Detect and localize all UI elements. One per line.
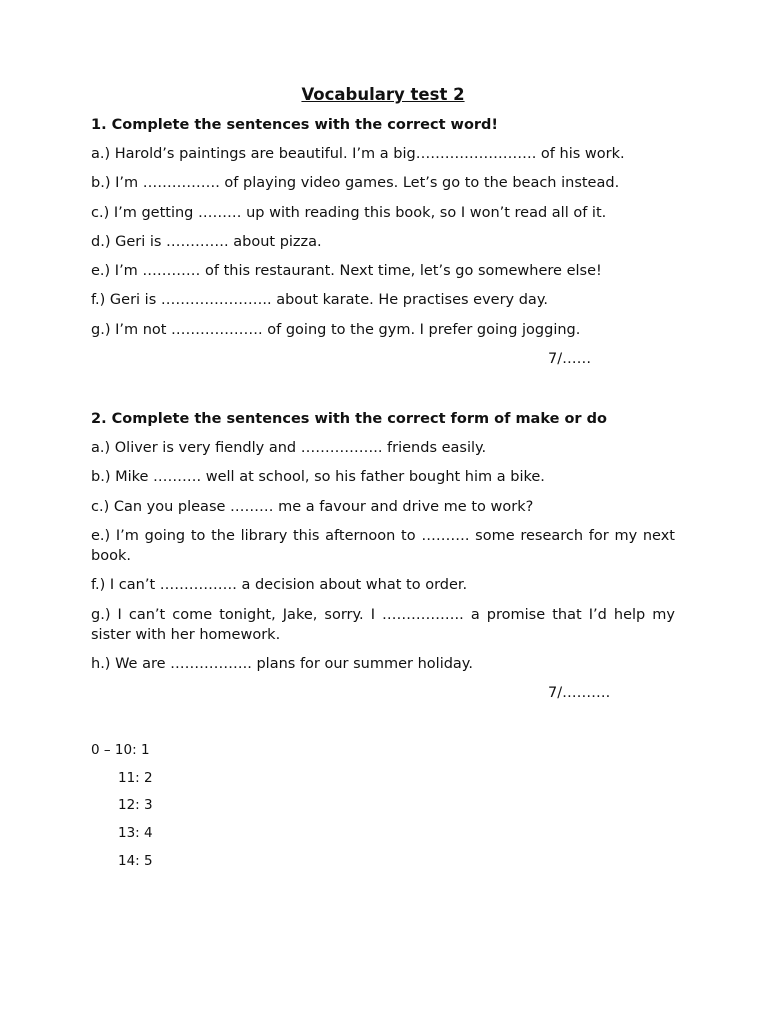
section-1-item-b: b.) I’m ……………. of playing video games. Let’s go to the beach instead. (91, 175, 620, 192)
grade-row: 14: 5 (118, 852, 153, 869)
grading-scale (91, 741, 675, 869)
section-1-item-d: d.) Geri is …………. about pizza. (91, 233, 322, 250)
section-1-item-c: c.) I’m getting ……… up with reading this book, so I won’t read all of it. (91, 204, 607, 221)
grade-row: 13: 4 (118, 824, 153, 841)
section-2-item-h: h.) We are …………….. plans for our summer holiday. (91, 655, 473, 672)
section-2-item-b: b.) Mike ………. well at school, so his father bought him a bike. (91, 469, 545, 486)
section-1-item-f: f.) Geri is ………………….. about karate. He practises every day. (91, 292, 548, 309)
section-2-item-c: c.) Can you please ……… me a favour and drive me to work? (91, 498, 534, 515)
section-1-item-g: g.) I’m not ………………. of going to the gym. I prefer going jogging. (91, 321, 581, 338)
section-2-heading: 2. Complete the sentences with the correct form of make or do (91, 411, 607, 428)
section-1-item-a: a.) Harold’s paintings are beautiful. I’m a big……………………. of his work. (91, 146, 625, 162)
section-2-item-f: f.) I can’t ……………. a decision about what to order. (91, 577, 468, 594)
section-1-score: 7/…… (548, 351, 592, 368)
grade-row: 12: 3 (118, 797, 153, 814)
section-2-item-a: a.) Oliver is very fiendly and …………….. friends easily. (91, 440, 487, 457)
worksheet-page (91, 84, 675, 879)
section-1-item-e: e.) I’m ………… of this restaurant. Next time, let’s go somewhere else! (91, 263, 602, 280)
section-2-item-e: e.) I’m going to the library this afternoon to ………. some research for my next book. (91, 527, 675, 564)
page-title: Vocabulary test 2 (301, 85, 465, 104)
section-2-item-g: g.) I can’t come tonight, Jake, sorry. I …………….. a promise that I’d help my sister with her homework. (91, 606, 675, 643)
grade-row: 0 – 10: 1 (91, 742, 150, 759)
section-2 (91, 409, 675, 703)
grade-row: 11: 2 (118, 769, 153, 786)
section-1 (91, 115, 675, 369)
section-2-score: 7/………. (548, 685, 611, 702)
section-1-heading: 1. Complete the sentences with the correct word! (91, 117, 499, 133)
